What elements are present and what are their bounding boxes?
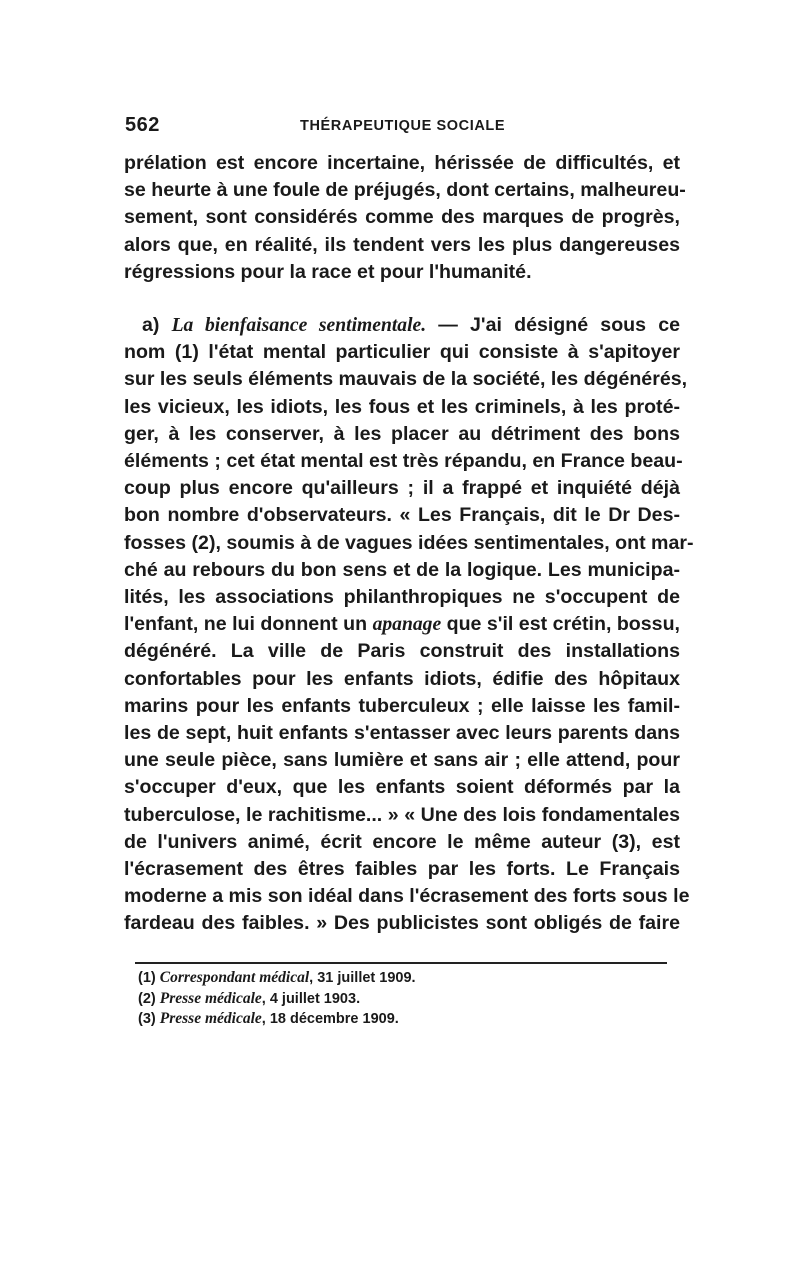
text-line: fosses (2), soumis à de vagues idées sentimentales, ont mar- — [124, 531, 694, 554]
paragraph-1 — [124, 150, 686, 286]
section-prefix: a) — [142, 314, 172, 337]
footnote-date: , 18 décembre 1909. — [261, 1011, 399, 1027]
text-line: sur les seuls éléments mauvais de la société, les dégénérés, — [124, 368, 688, 391]
text-line: tuberculose, le rachitisme... » « Une des lois fondamentales — [124, 803, 680, 826]
page-number: 562 — [125, 114, 160, 136]
text-line: l'écrasement des êtres faibles par les forts. Le Français — [124, 858, 680, 881]
text-line: ché au rebours du bon sens et de la logique. Les municipa- — [124, 558, 680, 581]
text-segment: l'enfant, ne lui donnent un — [124, 613, 373, 636]
footnotes — [138, 968, 678, 1030]
footnote-number: (1) — [138, 970, 160, 986]
footnote-rule — [135, 962, 667, 964]
text-line: bon nombre d'observateurs. « Les Français, dit le Dr Des- — [124, 504, 680, 527]
text-line: lités, les associations philanthropiques ne s'occupent de — [124, 586, 680, 609]
body-text — [124, 150, 694, 938]
footnote-2 — [138, 989, 678, 1010]
text-line: marins pour les enfants tuberculeux ; elle laisse les famil- — [124, 694, 680, 717]
footnote-3 — [138, 1009, 678, 1030]
footnote-source: Presse médicale — [159, 1010, 262, 1027]
footnote-number: (2) — [138, 990, 160, 1007]
text-line: prélation est encore incertaine, hérissée de difficultés, et — [124, 152, 680, 174]
footnote-source: Presse médicale — [159, 989, 262, 1007]
text-segment: que s'il est crétin, bossu, — [441, 613, 680, 636]
text-line: ger, à les conserver, à les placer au détriment des bons — [124, 422, 680, 445]
text-line: éléments ; cet état mental est très répandu, en France beau- — [124, 450, 683, 473]
text-line: s'occuper d'eux, que les enfants soient déformés par la — [124, 776, 680, 799]
text-line: les vicieux, les idiots, les fous et les criminels, à les proté- — [124, 395, 680, 418]
text-line: régressions pour la race et pour l'humanité. — [124, 260, 532, 283]
paragraph-gap — [124, 286, 680, 312]
text-line: dégénéré. La ville de Paris construit des installations — [124, 640, 680, 663]
italic-word: apanage — [372, 614, 442, 636]
page-header — [125, 114, 685, 140]
text-line: nom (1) l'état mental particulier qui consiste à s'apitoyer — [124, 341, 680, 364]
running-title: THÉRAPEUTIQUE SOCIALE — [300, 118, 506, 134]
footnote-number: (3) — [138, 1011, 160, 1027]
text-line: coup plus encore qu'ailleurs ; il a frappé et inquiété déjà — [124, 477, 680, 500]
text-line: les de sept, huit enfants s'entasser avec leurs parents dans — [124, 722, 680, 745]
text-line: fardeau des faibles. » Des publicistes sont obligés de faire — [124, 912, 680, 935]
paragraph-2 — [124, 312, 694, 938]
text-line: moderne a mis son idéal dans l'écrasement des forts sous le — [124, 885, 690, 908]
text-line: confortables pour les enfants idiots, édifie des hôpitaux — [124, 667, 680, 690]
text-line: se heurte à une foule de préjugés, dont certains, malheureu- — [124, 179, 686, 202]
text-line: une seule pièce, sans lumière et sans air ; elle attend, pour — [124, 749, 680, 772]
text-line: de l'univers animé, écrit encore le même auteur (3), est — [124, 830, 680, 853]
text-line: alors que, en réalité, ils tendent vers les plus dangereuses — [124, 233, 680, 256]
heading-line-rest: — J'ai désigné sous ce — [426, 314, 680, 337]
footnote-source: Correspondant médical — [159, 969, 310, 986]
footnote-date: , 4 juillet 1903. — [261, 990, 361, 1007]
section-heading-line — [124, 312, 680, 339]
text-line-apanage — [124, 611, 680, 638]
footnote-1 — [138, 968, 678, 989]
section-heading: La bienfaisance sentimentale. — [171, 315, 427, 337]
text-line: sement, sont considérés comme des marques de progrès, — [124, 206, 680, 229]
footnote-date: , 31 juillet 1909. — [309, 970, 416, 986]
